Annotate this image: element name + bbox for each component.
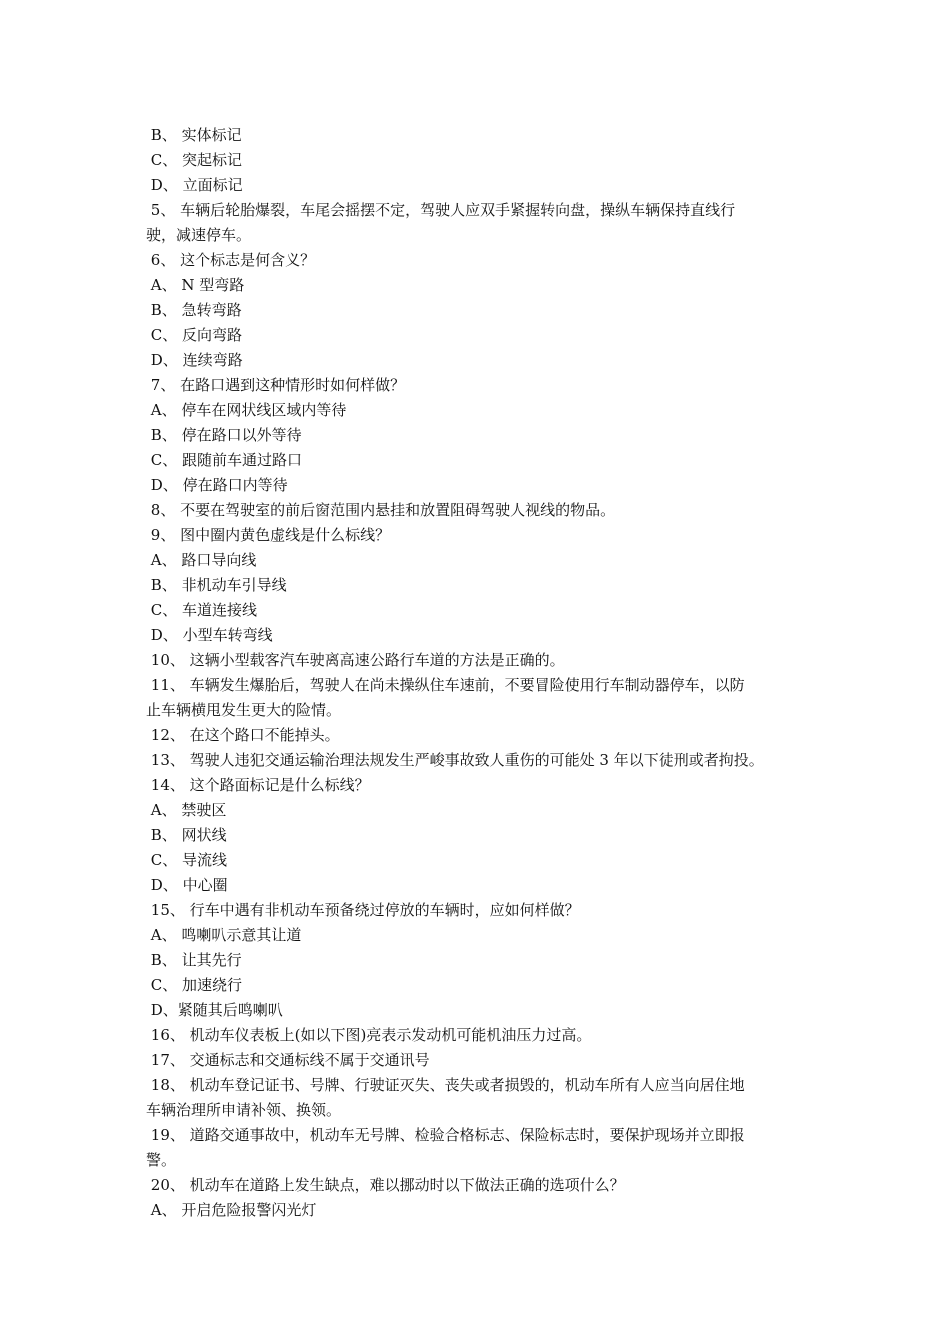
text-line: D、 小型车转弯线 [146, 626, 273, 644]
text-line: C、 车道连接线 [146, 601, 258, 619]
text-line: B、 非机动车引导线 [146, 576, 287, 594]
text-line: B、 急转弯路 [146, 301, 242, 319]
text-line: 警。 [146, 1151, 177, 1169]
text-line: 16、 机动车仪表板上(如以下图)亮表示发动机可能机油压力过高。 [146, 1026, 592, 1044]
text-line: A、 鸣喇叭示意其让道 [146, 926, 302, 944]
text-line: 12、 在这个路口不能掉头。 [146, 726, 340, 744]
text-line: B、 网状线 [146, 826, 227, 844]
text-line: D、 停在路口内等待 [146, 476, 288, 494]
text-line: 15、 行车中遇有非机动车预备绕过停放的车辆时，应如何样做？ [146, 901, 580, 919]
text-line: 5、 车辆后轮胎爆裂，车尾会摇摆不定，驾驶人应双手紧握转向盘，操纵车辆保持直线行 [146, 201, 736, 219]
text-line: A、 停车在网状线区域内等待 [146, 401, 347, 419]
text-line: 17、 交通标志和交通标线不属于交通讯号 [146, 1051, 430, 1069]
text-line: 13、 驾驶人违犯交通运输治理法规发生严峻事故致人重伤的可能处 3 年以下徒刑或者拘投。 [146, 751, 764, 769]
text-line: A、 路口导向线 [146, 551, 257, 569]
text-line: D、紧随其后鸣喇叭 [146, 1001, 283, 1019]
document-body [146, 123, 816, 1223]
text-line: 止车辆横甩发生更大的险情。 [146, 701, 342, 719]
text-line: 9、 图中圈内黄色虚线是什么标线？ [146, 526, 391, 544]
text-line: 10、 这辆小型载客汽车驶离高速公路行车道的方法是正确的。 [146, 651, 565, 669]
text-line: D、 连续弯路 [146, 351, 243, 369]
text-line: D、 中心圈 [146, 876, 228, 894]
text-line: 20、 机动车在道路上发生缺点，难以挪动时以下做法正确的选项什么？ [146, 1176, 625, 1194]
text-line: 车辆治理所申请补领、换领。 [146, 1101, 342, 1119]
text-line: 7、 在路口遇到这种情形时如何样做？ [146, 376, 406, 394]
text-line: 19、 道路交通事故中，机动车无号牌、检验合格标志、保险标志时，要保护现场并立即报 [146, 1126, 745, 1144]
text-line: C、 突起标记 [146, 151, 243, 169]
text-line: C、 反向弯路 [146, 326, 243, 344]
text-line: B、 实体标记 [146, 126, 242, 144]
text-line: 18、 机动车登记证书、号牌、行驶证灭失、丧失或者损毁的，机动车所有人应当向居住地 [146, 1076, 745, 1094]
text-line: A、 N 型弯路 [146, 276, 245, 294]
text-line: C、 导流线 [146, 851, 228, 869]
text-line: C、 跟随前车通过路口 [146, 451, 303, 469]
text-line: B、 停在路口以外等待 [146, 426, 302, 444]
text-line: C、 加速绕行 [146, 976, 243, 994]
text-line: 驶，减速停车。 [146, 226, 252, 244]
text-line: A、 禁驶区 [146, 801, 227, 819]
text-line: D、 立面标记 [146, 176, 243, 194]
text-line: 14、 这个路面标记是什么标线？ [146, 776, 370, 794]
text-line: A、 开启危险报警闪光灯 [146, 1201, 317, 1219]
text-line: 6、 这个标志是何含义？ [146, 251, 316, 269]
text-line: 11、 车辆发生爆胎后，驾驶人在尚未操纵住车速前，不要冒险使用行车制动器停车，以防 [146, 676, 745, 694]
text-line: 8、 不要在驾驶室的前后窗范围内悬挂和放置阻碍驾驶人视线的物品。 [146, 501, 616, 519]
text-line: B、 让其先行 [146, 951, 242, 969]
